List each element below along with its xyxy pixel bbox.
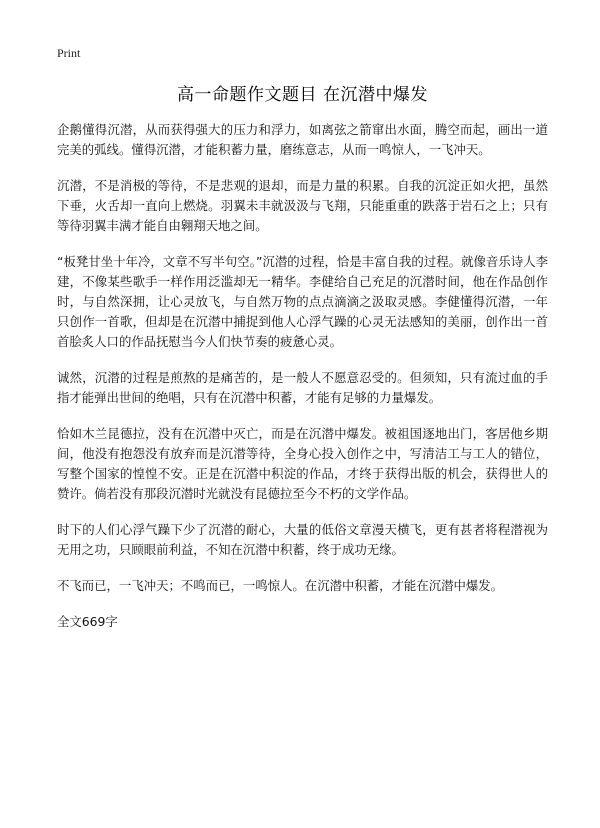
paragraph-4: 诚然，沉潜的过程是煎熬的是痛苦的，是一般人不愿意忍受的。但须知，只有流过血的手指才能弹出世间的绝唱，只有在沉潜中积蓄，才能有足够的力量爆发。	[57, 370, 548, 405]
article-body	[57, 120, 548, 632]
paragraph-1: 企鹅懂得沉潜，从而获得强大的压力和浮力，如离弦之箭窜出水面，腾空而起，画出一道完美的弧线。懂得沉潜，才能积蓄力量，磨练意志，从而一鸣惊人，一飞冲天。	[57, 122, 548, 157]
paragraph-2: 沉潜，不是消极的等待，不是悲观的退却，而是力量的积累。自我的沉淀正如火把，虽然下垂，火舌却一直向上燃烧。羽翼未丰就汲汲与飞翔，只能重重的跌落于岩石之上；只有等待羽翼丰满才能自由翱翔天地之间。	[57, 178, 548, 233]
paragraph-5: 恰如木兰昆德拉，没有在沉潜中灭亡，而是在沉潜中爆发。被祖国逐地出门，客居他乡期间，他没有抱怨没有放弃而是沉潜等待，全身心投入创作之中，写清洁工与工人的错位，写整个国家的惶惶不安。正是在沉潜中积淀的作品，才终于获得出版的机会，获得世人的赞许。倘若没有那段沉潜时光就没有昆德拉至今不朽的文学作品。	[57, 426, 548, 501]
word-count: 全文669字	[57, 614, 118, 629]
paragraph-6: 时下的人们心浮气躁下少了沉潜的耐心，大量的低俗文章漫天横飞，更有甚者将程潜视为无用之功，只顾眼前利益，不知在沉潜中积蓄，终于成功无缘。	[57, 522, 548, 557]
print-link[interactable]: Print	[57, 46, 81, 60]
paragraph-7: 不飞而已，一飞冲天；不鸣而已，一鸣惊人。在沉潜中积蓄，才能在沉潜中爆发。	[57, 578, 504, 593]
page-title: 高一命题作文题目 在沉潜中爆发	[177, 85, 428, 105]
paragraph-3: “板凳甘坐十年冷，文章不写半句空。”沉潜的过程，恰是丰富自我的过程。就像音乐诗人李建，不像某些歌手一样作用泛滥却无一精华。李健给自己充足的沉潜时间，他在作品创作时，与自然深拥，让心灵放飞，与自然万物的点点滴滴之汲取灵感。李健懂得沉潜，一年只创作一首歌，但却是在沉潜中捕捉到他人心浮气躁的心灵无法感知的美丽，创作出一首首脍炙人口的作品抚慰当今人们快节奏的疲惫心灵。	[57, 254, 548, 349]
